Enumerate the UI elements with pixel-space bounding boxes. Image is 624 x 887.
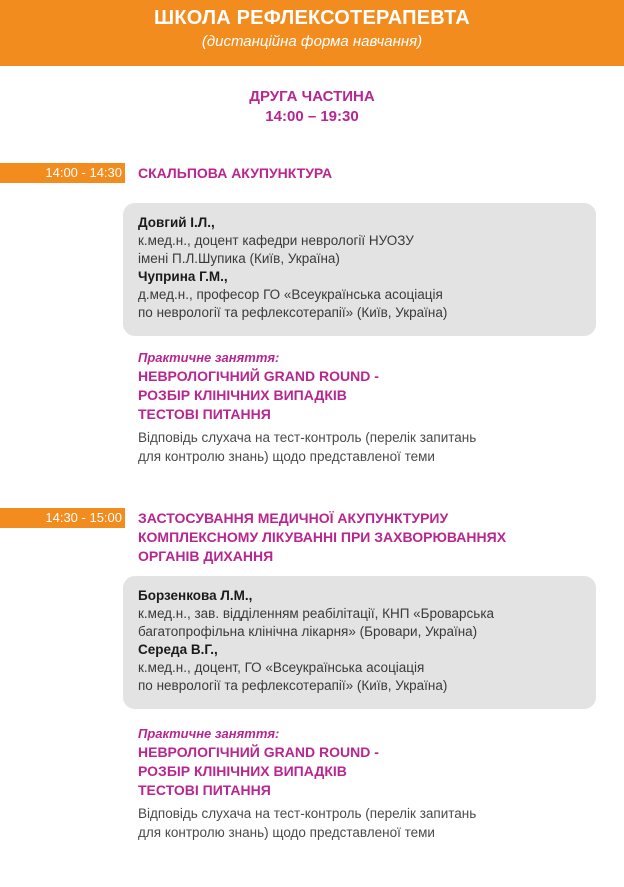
page-title: ШКОЛА РЕФЛЕКСОТЕРАПЕВТА	[154, 7, 470, 29]
session-1-speakers-box	[123, 203, 596, 336]
session-2-title	[138, 509, 608, 566]
session-1-practical	[138, 349, 608, 466]
speaker-affiliation: по неврології та рефлексотерапії» (Київ, Україна)	[138, 305, 448, 320]
practical-title-line: ТЕСТОВІ ПИТАННЯ	[138, 406, 271, 422]
speaker-affiliation: д.мед.н., професор ГО «Всеукраїнська асоціація	[138, 287, 443, 302]
practical-title-line: НЕВРОЛОГІЧНИЙ GRAND ROUND -	[138, 368, 379, 384]
session-2-practical	[138, 725, 608, 842]
session-1-time-tag: 14:00 - 14:30	[0, 163, 125, 183]
practical-description-line: для контролю знань) щодо представленої теми	[138, 825, 435, 840]
part-time: 14:00 – 19:30	[265, 108, 359, 125]
practical-title-line: ТЕСТОВІ ПИТАННЯ	[138, 782, 271, 798]
speaker-affiliation: к.мед.н., доцент, ГО «Всеукраїнська асоціація	[138, 660, 425, 675]
practical-title-line: РОЗБІР КЛІНІЧНИХ ВИПАДКІВ	[138, 387, 347, 403]
header-banner	[0, 0, 624, 66]
practical-label: Практичне заняття:	[138, 726, 280, 741]
session-2-title-line: КОМПЛЕКСНОМУ ЛІКУВАННІ ПРИ ЗАХВОРЮВАННЯХ	[138, 529, 507, 545]
speaker-affiliation: по неврології та рефлексотерапії» (Київ, Україна)	[138, 678, 448, 693]
practical-description-line: Відповідь слухача на тест-контроль (перелік запитань	[138, 806, 477, 821]
practical-description-line: для контролю знань) щодо представленої теми	[138, 449, 435, 464]
speaker-name: Борзенкова Л.М.,	[138, 588, 253, 603]
practical-label: Практичне заняття:	[138, 350, 280, 365]
speaker-affiliation: к.мед.н., зав. відділенням реабілітації, КНП «Броварська	[138, 606, 495, 621]
speaker-affiliation: к.мед.н., доцент кафедри неврології НУОЗУ	[138, 233, 414, 248]
speaker-affiliation: багатопрофільна клінічна лікарня» (Бровари, Україна)	[138, 624, 478, 639]
practical-description	[138, 804, 608, 842]
page-subtitle: (дистанційна форма навчання)	[201, 33, 423, 50]
practical-description	[138, 428, 608, 466]
practical-title-line: НЕВРОЛОГІЧНИЙ GRAND ROUND -	[138, 744, 379, 760]
practical-title-line: РОЗБІР КЛІНІЧНИХ ВИПАДКІВ	[138, 763, 347, 779]
session-2-time-tag: 14:30 - 15:00	[0, 508, 125, 528]
speaker-name: Довгий І.Л.,	[138, 215, 215, 230]
speaker-affiliation: імені П.Л.Шупика (Київ, Україна)	[138, 251, 340, 266]
practical-description-line: Відповідь слухача на тест-контроль (перелік запитань	[138, 430, 477, 445]
speaker-name: Середа В.Г.,	[138, 642, 218, 657]
speaker-name: Чуприна Г.М.,	[138, 269, 228, 284]
session-2-speakers-box	[123, 576, 596, 709]
session-2-title-line: ОРГАНІВ ДИХАННЯ	[138, 548, 274, 564]
session-1-title	[138, 164, 608, 183]
part-title: ДРУГА ЧАСТИНА	[249, 88, 375, 105]
session-1-title-line: СКАЛЬПОВА АКУПУНКТУРА	[138, 165, 333, 181]
session-2-title-line: ЗАСТОСУВАННЯ МЕДИЧНОЇ АКУПУНКТУРИУ	[138, 510, 449, 526]
